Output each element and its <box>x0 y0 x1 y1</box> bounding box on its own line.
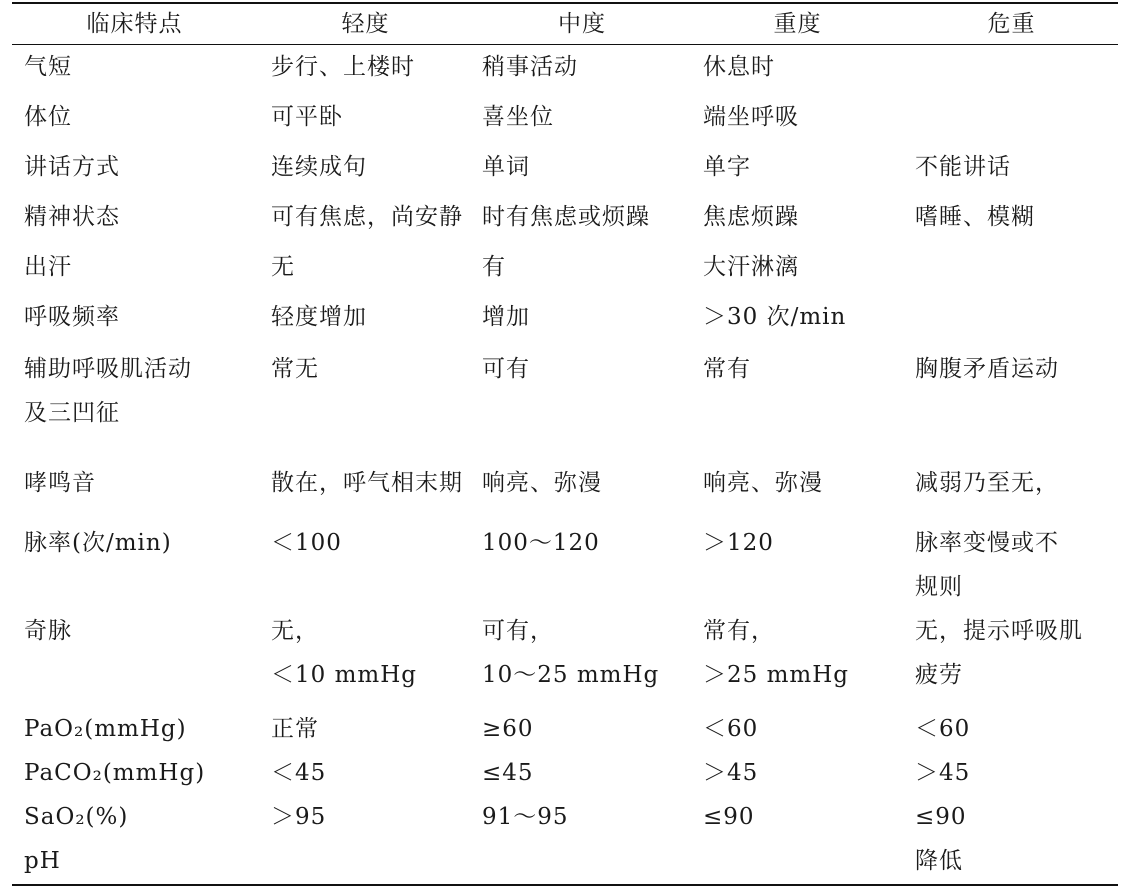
cell-severe: 常有 <box>703 355 751 382</box>
cell-severe: ＞30 次/min <box>703 303 847 330</box>
header-moderate: 中度 <box>558 11 606 37</box>
cell-clinical-feature: 出汗 <box>24 253 72 280</box>
header-critical: 危重 <box>987 11 1036 37</box>
cell-critical: ＜60 <box>915 715 971 742</box>
cell-moderate: 时有焦虑或烦躁 <box>482 203 650 230</box>
cell-critical <box>905 95 1118 145</box>
table-row <box>12 707 1118 751</box>
cell-moderate: 单词 <box>482 153 530 180</box>
cell-critical <box>905 295 1118 347</box>
cell-clinical-feature: 精神状态 <box>24 203 120 230</box>
header-row <box>12 3 1118 45</box>
cell-clinical-feature: 奇脉 <box>24 617 72 644</box>
cell-moderate: 有 <box>482 253 506 280</box>
cell-clinical-feature: PaO₂(mmHg) <box>24 715 187 742</box>
table-row <box>12 145 1118 195</box>
cell-moderate: 喜坐位 <box>482 103 554 130</box>
cell-mild: 可平卧 <box>271 103 343 130</box>
cell-mild: 轻度增加 <box>271 303 367 330</box>
cell-severe: 端坐呼吸 <box>703 103 799 130</box>
table-row <box>12 795 1118 839</box>
cell-severe: 单字 <box>703 153 751 180</box>
cell-moderate: 91～95 <box>482 803 569 830</box>
table-row <box>12 95 1118 145</box>
cell-clinical-feature: pH <box>24 847 61 874</box>
cell-clinical-feature: 体位 <box>24 103 72 130</box>
cell-moderate: ≥60 <box>482 715 534 742</box>
cell-mild: 步行、上楼时 <box>271 54 415 80</box>
cell-critical: 不能讲话 <box>915 153 1011 180</box>
cell-mild <box>257 839 474 885</box>
cell-mild: 正常 <box>271 715 319 742</box>
cell-mild: ＞95 <box>271 803 327 830</box>
cell-mild: 可有焦虑，尚安静 <box>271 203 463 230</box>
cell-clinical-feature: 哮鸣音 <box>24 469 96 496</box>
cell-moderate: 可有， 10～25 mmHg <box>482 617 660 688</box>
cell-critical: 嗜睡、模糊 <box>915 203 1035 230</box>
cell-severe: ＞120 <box>703 529 774 556</box>
cell-moderate: 可有 <box>482 355 530 382</box>
header-severe: 重度 <box>773 11 822 37</box>
cell-severe: 休息时 <box>703 54 775 80</box>
cell-moderate: 增加 <box>482 303 530 330</box>
table-row <box>12 45 1118 95</box>
cell-severe: ＞45 <box>703 759 759 786</box>
table-row <box>12 295 1118 347</box>
cell-severe: 焦虑烦躁 <box>703 203 799 230</box>
table-row <box>12 461 1118 521</box>
header-mild: 轻度 <box>341 11 390 37</box>
cell-critical: 无，提示呼吸肌 疲劳 <box>915 617 1083 688</box>
cell-moderate <box>474 839 690 885</box>
cell-moderate: 100～120 <box>482 529 600 556</box>
cell-critical: 胸腹矛盾运动 <box>915 355 1059 382</box>
cell-severe: ＜60 <box>703 715 759 742</box>
cell-moderate: 响亮、弥漫 <box>482 469 602 496</box>
cell-critical <box>905 45 1118 95</box>
cell-critical: ＞45 <box>915 759 971 786</box>
cell-severe <box>690 839 905 885</box>
cell-critical <box>905 245 1118 295</box>
cell-mild: 常无 <box>271 355 319 382</box>
table-row <box>12 195 1118 245</box>
cell-mild: ＜45 <box>271 759 327 786</box>
asthma-severity-table <box>12 2 1118 886</box>
cell-severe: ≤90 <box>703 803 755 830</box>
cell-clinical-feature: PaCO₂(mmHg) <box>24 759 206 786</box>
table-body <box>12 45 1118 885</box>
cell-severe: 响亮、弥漫 <box>703 469 823 496</box>
cell-mild: 连续成句 <box>271 153 367 180</box>
cell-clinical-feature: 气短 <box>24 54 72 80</box>
cell-critical: 脉率变慢或不 规则 <box>915 529 1059 600</box>
cell-mild: 无， ＜10 mmHg <box>271 617 417 688</box>
cell-clinical-feature: 讲话方式 <box>24 153 120 180</box>
cell-moderate: ≤45 <box>482 759 534 786</box>
table-row <box>12 751 1118 795</box>
cell-mild: ＜100 <box>271 529 342 556</box>
table-row <box>12 521 1118 609</box>
table-row <box>12 609 1118 707</box>
cell-critical: 减弱乃至无， <box>915 469 1059 496</box>
table-row <box>12 347 1118 461</box>
table-row <box>12 245 1118 295</box>
cell-moderate: 稍事活动 <box>482 54 578 80</box>
cell-severe: 大汗淋漓 <box>703 253 799 280</box>
table-header <box>12 3 1118 45</box>
cell-clinical-feature: 呼吸频率 <box>24 303 120 330</box>
cell-mild: 散在，呼气相末期 <box>271 469 463 496</box>
cell-severe: 常有， ＞25 mmHg <box>703 617 849 688</box>
cell-clinical-feature: 辅助呼吸肌活动 及三凹征 <box>24 355 192 426</box>
header-clinical-feature: 临床特点 <box>86 11 183 37</box>
cell-critical: 降低 <box>915 847 963 874</box>
cell-clinical-feature: 脉率(次/min) <box>24 529 172 556</box>
cell-mild: 无 <box>271 253 295 280</box>
table-row <box>12 839 1118 885</box>
cell-clinical-feature: SaO₂(%) <box>24 803 129 830</box>
cell-critical: ≤90 <box>915 803 967 830</box>
